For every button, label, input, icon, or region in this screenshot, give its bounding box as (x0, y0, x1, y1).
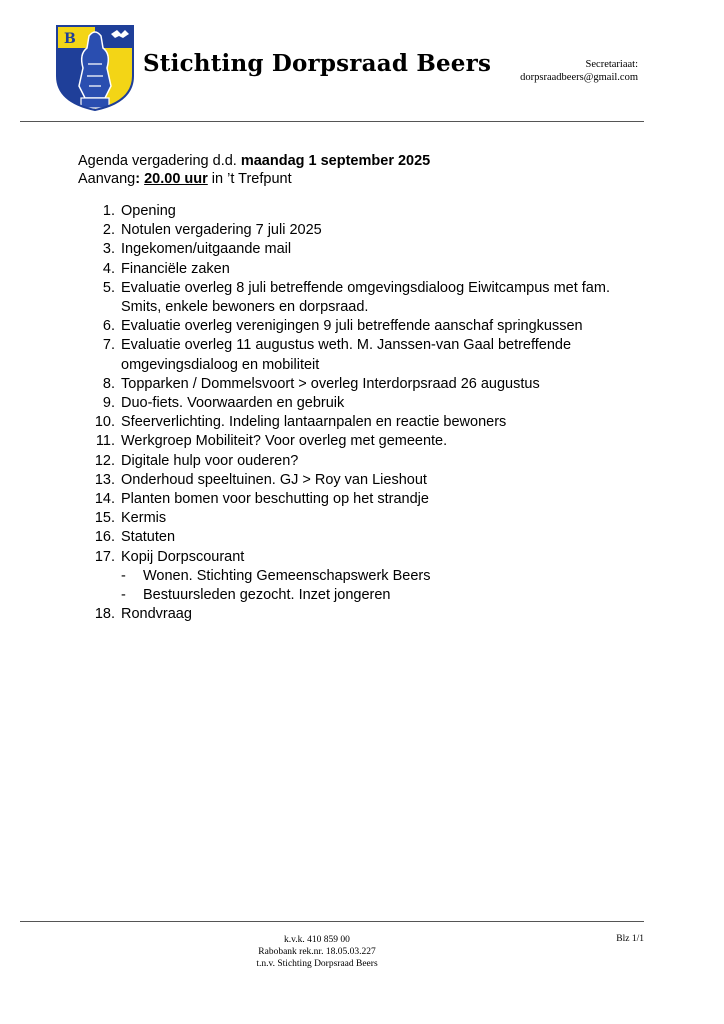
agenda-item (78, 471, 638, 490)
agenda-item-number: 7. (102, 337, 115, 354)
organization-title: Stichting Dorpsraad Beers (143, 50, 492, 77)
meeting-date-line: Agenda vergadering d.d. maandag 1 september 2025 (78, 153, 431, 169)
agenda-item (78, 490, 638, 509)
agenda-item-text: Statuten (121, 529, 176, 546)
agenda-item-number: 13. (94, 471, 115, 488)
agenda-item-text: Digitale hulp voor ouderen? (121, 452, 299, 469)
agenda-item (78, 413, 638, 432)
header-divider (20, 121, 644, 122)
agenda-item (78, 452, 638, 471)
footer-divider (20, 921, 644, 922)
agenda-item-text: Kopij Dorpscourant (121, 548, 245, 565)
agenda-sub-item (121, 586, 638, 605)
agenda-item-text: Evaluatie overleg verenigingen 9 juli betreffende aanschaf springkussen (121, 318, 583, 335)
agenda-item (78, 240, 638, 259)
agenda-item (78, 528, 638, 547)
agenda-item (78, 432, 638, 451)
agenda-sub-item-text: Bestuursleden gezocht. Inzet jongeren (143, 587, 391, 604)
agenda-item-text: Ingekomen/uitgaande mail (121, 241, 292, 258)
agenda-item (78, 279, 638, 317)
agenda-item (78, 221, 638, 240)
agenda-item-number: 17. (94, 548, 115, 565)
agenda-item-number: 16. (94, 529, 115, 546)
meeting-intro (78, 152, 430, 188)
agenda-item-number: 6. (102, 318, 115, 335)
agenda-item-number: 4. (102, 260, 115, 277)
agenda-item-text: Onderhoud speeltuinen. GJ > Roy van Lieshout (121, 471, 427, 488)
agenda-item (78, 375, 638, 394)
meeting-time: 20.00 uur (144, 171, 208, 187)
agenda-item (78, 317, 638, 336)
agenda-item-text: Duo-fiets. Voorwaarden en gebruik (121, 395, 345, 412)
agenda-item-number: 5. (102, 279, 115, 296)
agenda-item (78, 394, 638, 413)
secretariat-contact (520, 58, 638, 84)
agenda-item (78, 260, 638, 279)
agenda-item-text: Notulen vergadering 7 juli 2025 (121, 222, 322, 239)
page-number: Blz 1/1 (616, 934, 644, 944)
footer-bank: Rabobank rek.nr. 18.05.03.227 (258, 947, 376, 957)
agenda-item-number: 9. (102, 395, 115, 412)
agenda-item-number: 2. (102, 222, 115, 239)
meeting-start-line: Aanvang: 20.00 uur in ’t Trefpunt (78, 171, 292, 187)
agenda-item-text: Rondvraag (121, 606, 192, 623)
dash-bullet: - (121, 587, 126, 604)
agenda-list (78, 202, 638, 624)
agenda-item-text: Sfeerverlichting. Indeling lantaarnpalen en reactie bewoners (121, 414, 507, 431)
agenda-item-text: Evaluatie overleg 11 augustus weth. M. Janssen-van Gaal betreffende omgevingsdialoog en mobiliteit (121, 337, 572, 373)
footer-tnv: t.n.v. Stichting Dorpsraad Beers (256, 959, 378, 969)
agenda-item (78, 509, 638, 528)
agenda-item (78, 336, 638, 374)
agenda-item-number: 3. (102, 241, 115, 258)
agenda-item-text: Evaluatie overleg 8 juli betreffende omgevingsdialoog Eiwitcampus met fam. Smits, enkele bewoners en dorpsraad. (121, 279, 610, 316)
secretariat-email[interactable]: dorpsraadbeers@gmail.com (520, 72, 638, 83)
agenda-item-text: Planten bomen voor beschutting op het strandje (121, 491, 429, 508)
agenda-item-number: 8. (102, 375, 115, 392)
coat-of-arms-logo (55, 24, 135, 112)
agenda-item-number: 11. (95, 433, 115, 450)
footer-kvk: k.v.k. 410 859 00 (284, 935, 350, 945)
agenda-item-number: 18. (94, 606, 115, 623)
agenda-item-text: Werkgroep Mobiliteit? Voor overleg met gemeente. (121, 433, 448, 450)
footer-registration (200, 934, 434, 970)
agenda-item-number: 12. (94, 452, 115, 469)
meeting-date: maandag 1 september 2025 (240, 153, 431, 169)
agenda-item (78, 605, 638, 624)
svg-text:B: B (64, 31, 76, 47)
agenda-item-text: Financiële zaken (121, 260, 230, 277)
agenda-item-number: 15. (94, 510, 115, 527)
shield-icon (55, 24, 135, 112)
agenda-item (78, 202, 638, 221)
agenda-sub-item (121, 567, 638, 586)
agenda-item-text: Opening (121, 203, 176, 219)
agenda-item-number: 1. (102, 203, 115, 219)
agenda-sub-list (121, 567, 638, 605)
agenda-item (78, 548, 638, 606)
dash-bullet: - (121, 567, 126, 584)
secretariat-label: Secretariaat: (585, 59, 638, 70)
agenda-item-number: 14. (94, 491, 115, 508)
agenda-item-text: Topparken / Dommelsvoort > overleg Interdorpsraad 26 augustus (121, 375, 540, 392)
agenda-item-number: 10. (94, 414, 115, 431)
agenda-sub-item-text: Wonen. Stichting Gemeenschapswerk Beers (143, 567, 431, 584)
agenda-item-text: Kermis (121, 510, 167, 527)
